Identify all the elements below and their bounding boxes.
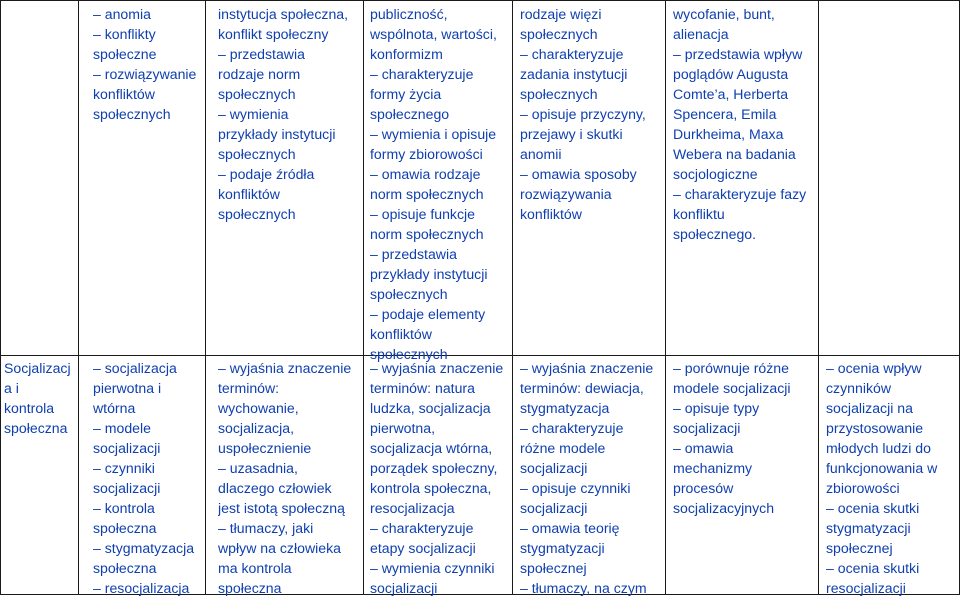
cell-line: przejawy i skutki xyxy=(520,126,623,142)
cell-line: norm społecznych xyxy=(370,226,484,242)
table-cell xyxy=(520,358,663,598)
cell-line: społecznej xyxy=(826,540,893,556)
cell-line: jest istotą społeczną xyxy=(218,500,345,516)
cell-line: konfliktu xyxy=(673,206,725,222)
cell-line: socjalizacji na xyxy=(826,400,913,416)
cell-line: – konflikty xyxy=(93,26,156,42)
cell-line: terminów: natura xyxy=(370,380,475,396)
cell-line: – modele xyxy=(93,420,151,436)
cell-line: – ocenia skutki xyxy=(826,560,920,576)
cell-line: modele socjalizacji xyxy=(673,380,791,396)
cell-line: dlaczego człowiek xyxy=(218,480,332,496)
cell-line: – przedstawia xyxy=(218,46,305,62)
table-cell xyxy=(673,358,816,518)
cell-line: społecznej xyxy=(520,560,587,576)
cell-line: społecznych xyxy=(520,86,598,102)
table-vertical-rule xyxy=(818,0,819,595)
cell-line: konfliktów xyxy=(218,186,280,202)
cell-line: – uzasadnia, xyxy=(218,460,298,476)
cell-line: – opisuje typy xyxy=(673,400,760,416)
cell-line: – stygmatyzacja xyxy=(93,540,195,556)
table-cell xyxy=(218,4,361,224)
cell-line: – wymienia czynniki xyxy=(370,560,495,576)
cell-line: alienacja xyxy=(673,26,729,42)
cell-line: Spencera, Emila xyxy=(673,106,777,122)
cell-line: stygmatyzacja xyxy=(520,400,610,416)
cell-line: – porównuje różne xyxy=(673,360,789,376)
cell-line: konfliktów xyxy=(370,326,432,342)
cell-line: czynników xyxy=(826,380,892,396)
cell-line: Webera na badania xyxy=(673,146,796,162)
cell-line: socjalizacji xyxy=(93,440,161,456)
cell-line: – wymienia xyxy=(218,106,289,122)
cell-line: terminów: xyxy=(218,380,280,396)
cell-line: – opisuje przyczyny, xyxy=(520,106,646,122)
cell-line: kontrola społeczna, xyxy=(370,480,492,496)
cell-line: socjologiczne xyxy=(673,166,758,182)
table-vertical-rule xyxy=(512,0,513,595)
cell-line: – wymienia i opisuje xyxy=(370,126,497,142)
cell-line: pierwotna i xyxy=(93,380,162,396)
cell-line: – kontrola xyxy=(93,500,155,516)
cell-line: poglądów Augusta xyxy=(673,66,789,82)
cell-line: anomii xyxy=(520,146,562,162)
cell-line: – wyjaśnia znaczenie xyxy=(218,360,352,376)
cell-line: procesów xyxy=(673,480,734,496)
cell-line: społecznych xyxy=(218,146,296,162)
cell-line: socjalizacji xyxy=(370,580,438,596)
cell-line: rozwiązywania xyxy=(520,186,612,202)
cell-line: – charakteryzuje xyxy=(370,66,474,82)
cell-line: zbiorowości xyxy=(826,480,900,496)
cell-line: wpływ na człowieka xyxy=(218,540,341,556)
cell-line: konformizm xyxy=(370,46,443,62)
cell-line: mechanizmy xyxy=(673,460,753,476)
cell-line: społecznego xyxy=(370,106,450,122)
cell-line: socjalizacji xyxy=(673,420,741,436)
table-cell xyxy=(370,358,510,598)
cell-line: pierwotna, xyxy=(370,420,436,436)
cell-line: – opisuje czynniki xyxy=(520,480,631,496)
section-title-line: a i xyxy=(4,380,19,396)
cell-line: – charakteryzuje xyxy=(520,420,624,436)
cell-line: różne modele xyxy=(520,440,606,456)
cell-line: – tłumaczy, na czym xyxy=(520,580,647,596)
cell-line: – opisuje funkcje xyxy=(370,206,475,222)
cell-line: młodych ludzi do xyxy=(826,440,931,456)
cell-line: przystosowanie xyxy=(826,420,924,436)
cell-line: społecznych xyxy=(93,106,171,122)
cell-line: Comte’a, Herberta xyxy=(673,86,789,102)
cell-line: przykłady instytucji xyxy=(218,126,336,142)
section-title-line: kontrola xyxy=(4,400,55,416)
cell-line: uspołecznienie xyxy=(218,440,312,456)
cell-line: społecznych xyxy=(520,26,598,42)
cell-line: publiczność, xyxy=(370,6,448,22)
cell-line: społeczna xyxy=(218,580,282,596)
cell-line: społecznych xyxy=(218,86,296,102)
cell-line: socjalizacyjnych xyxy=(673,500,775,516)
section-title-line: Socjalizacj xyxy=(4,360,71,376)
cell-line: – charakteryzuje fazy xyxy=(673,186,807,202)
cell-line: – ocenia wpływ xyxy=(826,360,922,376)
table-cell xyxy=(218,358,361,598)
cell-line: – czynniki xyxy=(93,460,155,476)
cell-line: – podaje elementy xyxy=(370,306,486,322)
cell-line: formy zbiorowości xyxy=(370,146,483,162)
cell-line: – wyjaśnia znaczenie xyxy=(370,360,504,376)
cell-line: – ocenia skutki xyxy=(826,500,920,516)
cell-line: konfliktów xyxy=(520,206,582,222)
cell-line: – charakteryzuje xyxy=(520,46,624,62)
cell-line: społecznych xyxy=(370,286,448,302)
cell-line: stygmatyzacji xyxy=(826,520,911,536)
cell-line: – omawia sposoby xyxy=(520,166,637,182)
section-title-line: społeczna xyxy=(4,420,68,436)
table-cell xyxy=(673,4,816,244)
cell-line: – omawia xyxy=(673,440,734,456)
cell-line: socjalizacja, xyxy=(218,420,294,436)
cell-line: resocjalizacji xyxy=(826,580,906,596)
table-vertical-rule xyxy=(78,0,79,595)
cell-line: wycofanie, bunt, xyxy=(673,6,775,22)
cell-line: terminów: dewiacja, xyxy=(520,380,644,396)
cell-line: – przedstawia xyxy=(370,246,457,262)
cell-line: społecznego. xyxy=(673,226,757,242)
cell-line: zadania instytucji xyxy=(520,66,628,82)
cell-line: konfliktów xyxy=(93,86,155,102)
cell-line: konflikt społeczny xyxy=(218,26,329,42)
cell-line: rodzaje więzi xyxy=(520,6,602,22)
cell-line: rodzaje norm xyxy=(218,66,301,82)
table-cell xyxy=(826,358,958,598)
cell-line: stygmatyzacji xyxy=(520,540,605,556)
cell-line: społeczne xyxy=(93,46,157,62)
table-vertical-rule xyxy=(363,0,364,595)
cell-line: – omawia rodzaje xyxy=(370,166,481,182)
cell-line: resocjalizacja xyxy=(370,500,455,516)
cell-line: – przedstawia wpływ xyxy=(673,46,803,62)
cell-line: socjalizacji xyxy=(93,480,161,496)
cell-line: wtórna xyxy=(93,400,136,416)
cell-line: – charakteryzuje xyxy=(370,520,474,536)
table-cell xyxy=(370,4,510,364)
table-vertical-rule xyxy=(665,0,666,595)
cell-line: ludzka, socjalizacja xyxy=(370,400,491,416)
cell-line: socjalizacji xyxy=(520,460,588,476)
cell-line: – podaje źródła xyxy=(218,166,315,182)
section-title-cell xyxy=(4,358,76,438)
cell-line: Durkheima, Maxa xyxy=(673,126,784,142)
cell-line: socjalizacji xyxy=(520,500,588,516)
table-cell xyxy=(520,4,663,224)
cell-line: funkcjonowania w xyxy=(826,460,938,476)
cell-line: formy życia xyxy=(370,86,442,102)
table-vertical-rule xyxy=(205,0,206,595)
cell-line: wspólnota, wartości, xyxy=(370,26,497,42)
cell-line: wychowanie, xyxy=(218,400,299,416)
cell-line: przykłady instytucji xyxy=(370,266,488,282)
table-vertical-rule xyxy=(0,0,1,595)
cell-line: – wyjaśnia znaczenie xyxy=(520,360,654,376)
cell-line: społecznych xyxy=(370,346,448,362)
cell-line: – omawia teorię xyxy=(520,520,620,536)
cell-line: instytucja społeczna, xyxy=(218,6,349,22)
cell-line: społeczna xyxy=(93,520,157,536)
cell-line: – anomia xyxy=(93,6,151,22)
cell-line: ma kontrola xyxy=(218,560,292,576)
table-horizontal-rule xyxy=(0,0,960,1)
cell-line: – socjalizacja xyxy=(93,360,177,376)
table-cell xyxy=(93,358,203,598)
cell-line: socjalizacja wtórna, xyxy=(370,440,493,456)
cell-line: społeczna xyxy=(93,560,157,576)
cell-line: – resocjalizacja xyxy=(93,580,190,596)
cell-line: społecznych xyxy=(218,206,296,222)
cell-line: norm społecznych xyxy=(370,186,484,202)
cell-line: – tłumaczy, jaki xyxy=(218,520,314,536)
cell-line: etapy socjalizacji xyxy=(370,540,476,556)
cell-line: – rozwiązywanie xyxy=(93,66,197,82)
cell-line: porządek społeczny, xyxy=(370,460,498,476)
table-cell xyxy=(93,4,203,124)
